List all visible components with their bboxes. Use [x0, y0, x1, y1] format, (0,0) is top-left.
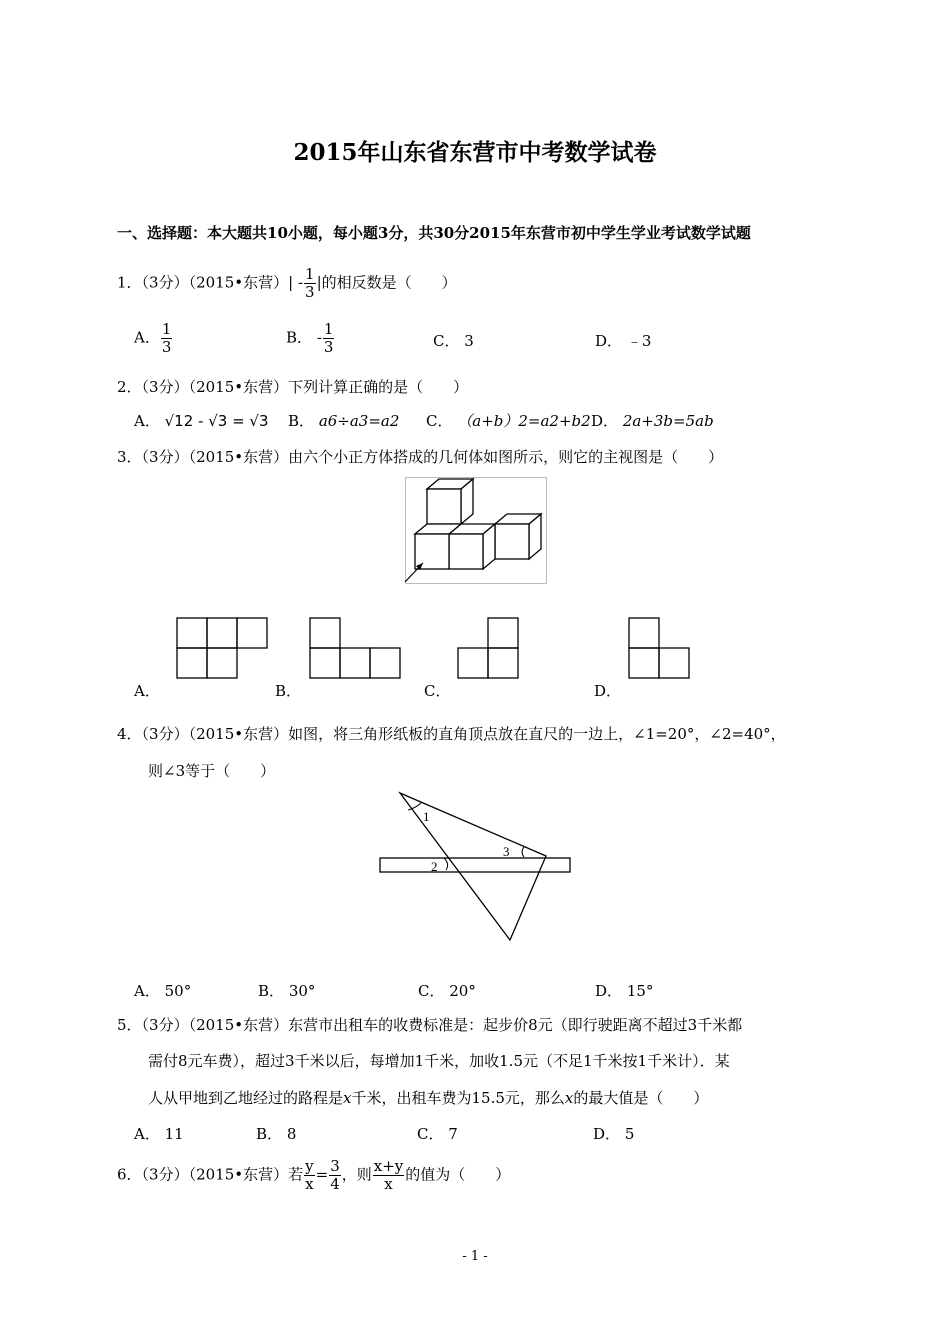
q1-a-fraction — [161, 321, 173, 356]
q5-line3-pre: 人从甲地到乙地经过的路程是 — [148, 1089, 344, 1107]
q6-f1-num: y — [305, 1157, 314, 1175]
q4-option-d — [595, 980, 653, 1001]
page-number: - 1 - — [462, 1249, 488, 1264]
q4-option-b — [258, 980, 315, 1001]
q2-b-expr: a6÷a3=a2 — [318, 412, 400, 430]
question-3 — [117, 446, 723, 467]
q2-a-label: A． — [134, 412, 160, 430]
question-1 — [117, 266, 457, 301]
q1-text-pre: | - — [288, 273, 304, 292]
q6-number: 6． — [117, 1165, 142, 1184]
q4-c-value: 20° — [449, 982, 476, 1000]
q1-fraction — [304, 266, 316, 301]
q2-c-expr: （a+b）2=a2+b2 — [457, 412, 591, 430]
q3-solid-figure — [405, 477, 550, 587]
q1-b-sign: - — [316, 328, 322, 347]
q3-option-c-label: C． — [424, 682, 451, 700]
q1-text-post: |的相反数是（ ） — [316, 273, 457, 292]
q1-source: （2015•东营） — [188, 273, 289, 292]
q2-b-label: B． — [288, 412, 315, 430]
q1-frac-den: 3 — [305, 283, 315, 301]
q5-line3 — [148, 1087, 708, 1108]
q4-angle-1-label: 1 — [423, 809, 430, 824]
q6-f3-num: x+y — [373, 1157, 404, 1175]
q1-c-value: 3 — [464, 332, 474, 350]
q3-source: （2015•东营） — [188, 448, 289, 466]
q2-option-c — [426, 410, 591, 431]
q1-b-den: 3 — [323, 338, 334, 356]
q6-f2-num: 3 — [330, 1157, 340, 1175]
q4-text: 如图，将三角形纸板的直角顶点放在直尺的一边上，∠1=20°，∠2=40°， — [288, 725, 786, 743]
q1-a-label: A． — [134, 328, 160, 347]
q4-d-label: D． — [595, 982, 623, 1000]
q5-line3-mid: 千米，出租车费为15.5元，那么 — [351, 1089, 565, 1107]
q2-a-expr: √12 - √3 = √3 — [164, 412, 269, 430]
section-heading: 一、选择题：本大题共10小题，每小题3分，共30分2015年东营市初中学生学业考试数学试题 — [117, 224, 751, 242]
q3-number: 3． — [117, 448, 142, 466]
q1-b-fraction — [323, 321, 335, 356]
q2-option-d — [591, 410, 714, 431]
q1-a-den: 3 — [161, 338, 172, 356]
q5-d-value: 5 — [624, 1125, 635, 1143]
q4-angle-3-label: 3 — [503, 844, 510, 859]
q1-option-c — [433, 330, 474, 351]
q4-triangle — [400, 793, 546, 940]
q1-option-d — [595, 330, 651, 351]
q2-number: 2． — [117, 378, 142, 396]
q4-a-label: A． — [134, 982, 160, 1000]
q4-source: （2015•东营） — [188, 725, 289, 743]
q5-b-label: B． — [256, 1125, 283, 1143]
q5-source: （2015•东营） — [188, 1016, 289, 1034]
q3-option-d-label: D． — [594, 682, 622, 700]
q4-c-label: C． — [418, 982, 445, 1000]
q5-d-label: D． — [593, 1125, 621, 1143]
q6-eq: = — [315, 1165, 329, 1184]
q5-line1: 东营市出租车的收费标准是：起步价8元（即行驶距离不超过3千米都 — [288, 1016, 743, 1034]
q3-option-b-figure — [298, 610, 408, 685]
q6-f1-den: x — [305, 1175, 314, 1193]
q5-score: （3分） — [141, 1016, 189, 1034]
q5-line2: 需付8元车费），超过3千米以后，每增加1千米，加收1.5元（不足1千米按1千米计）．某 — [148, 1052, 730, 1070]
question-5 — [117, 1014, 742, 1035]
q4-triangle-ruler-figure — [378, 790, 578, 945]
q1-option-a — [134, 321, 173, 356]
q1-score: （3分） — [141, 273, 189, 292]
q6-f3-den: x — [384, 1175, 393, 1193]
q1-b-num: 1 — [323, 320, 334, 338]
q3-option-b-label: B． — [275, 682, 302, 700]
q1-d-value: ﹣3 — [626, 332, 652, 350]
q4-number: 4． — [117, 725, 142, 743]
q3-option-a-label: A． — [134, 682, 160, 700]
q5-a-label: A． — [134, 1125, 160, 1143]
q1-b-label: B． — [286, 328, 313, 347]
q6-score: （3分） — [141, 1165, 189, 1184]
q5-line3-var2: x — [564, 1089, 574, 1107]
q4-b-label: B． — [258, 982, 285, 1000]
q1-d-label: D． — [595, 332, 623, 350]
q2-source: （2015•东营） — [188, 378, 289, 396]
q5-option-c — [417, 1123, 458, 1144]
q5-option-a — [134, 1123, 184, 1144]
q4-score: （3分） — [141, 725, 189, 743]
q4-text-line2: 则∠3等于（ ） — [148, 762, 276, 780]
q2-score: （3分） — [141, 378, 189, 396]
q5-line3-var: x — [343, 1089, 352, 1107]
question-4 — [117, 723, 786, 744]
q5-option-b — [256, 1123, 296, 1144]
q1-option-b — [286, 321, 335, 356]
q5-a-value: 11 — [164, 1125, 184, 1143]
q5-line3-post: 的最大值是（ ） — [573, 1089, 709, 1107]
q2-d-label: D． — [591, 412, 619, 430]
q6-text-post: 的值为（ ） — [405, 1165, 511, 1184]
q1-c-label: C． — [433, 332, 460, 350]
q6-text-mid: ，则 — [341, 1165, 372, 1184]
q4-d-value: 15° — [626, 982, 654, 1000]
q6-f2-den: 4 — [330, 1175, 340, 1193]
q1-a-num: 1 — [161, 320, 172, 338]
q2-c-label: C． — [426, 412, 453, 430]
q6-fraction-1 — [304, 1158, 314, 1193]
q5-option-d — [593, 1123, 634, 1144]
q3-text: 由六个小正方体搭成的几何体如图所示，则它的主视图是（ ） — [288, 448, 724, 466]
q6-source: （2015•东营） — [188, 1165, 289, 1184]
q2-option-b — [288, 410, 399, 431]
q3-option-d-figure — [617, 610, 707, 685]
q3-score: （3分） — [141, 448, 189, 466]
page-title: 2015年山东省东营市中考数学试卷 — [293, 139, 657, 166]
q2-option-a — [134, 410, 269, 431]
q4-angle-2-label: 2 — [431, 859, 438, 874]
q2-d-expr: 2a+3b=5ab — [622, 412, 714, 430]
q6-text-pre: 若 — [288, 1165, 304, 1184]
q4-option-a — [134, 980, 191, 1001]
q6-fraction-3 — [373, 1158, 405, 1193]
q6-fraction-2 — [329, 1158, 341, 1193]
question-6 — [117, 1158, 510, 1193]
q1-number: 1． — [117, 273, 142, 292]
q4-b-value: 30° — [288, 982, 316, 1000]
q5-c-label: C． — [417, 1125, 444, 1143]
q5-number: 5． — [117, 1016, 142, 1034]
q2-text: 下列计算正确的是（ ） — [288, 378, 469, 396]
q5-b-value: 8 — [286, 1125, 297, 1143]
q3-option-a-figure — [162, 610, 272, 685]
q4-option-c — [418, 980, 476, 1001]
q3-option-c-figure — [448, 610, 538, 685]
q5-c-value: 7 — [448, 1125, 458, 1143]
q1-frac-num: 1 — [305, 265, 315, 283]
q4-a-value: 50° — [164, 982, 192, 1000]
question-2 — [117, 376, 468, 397]
